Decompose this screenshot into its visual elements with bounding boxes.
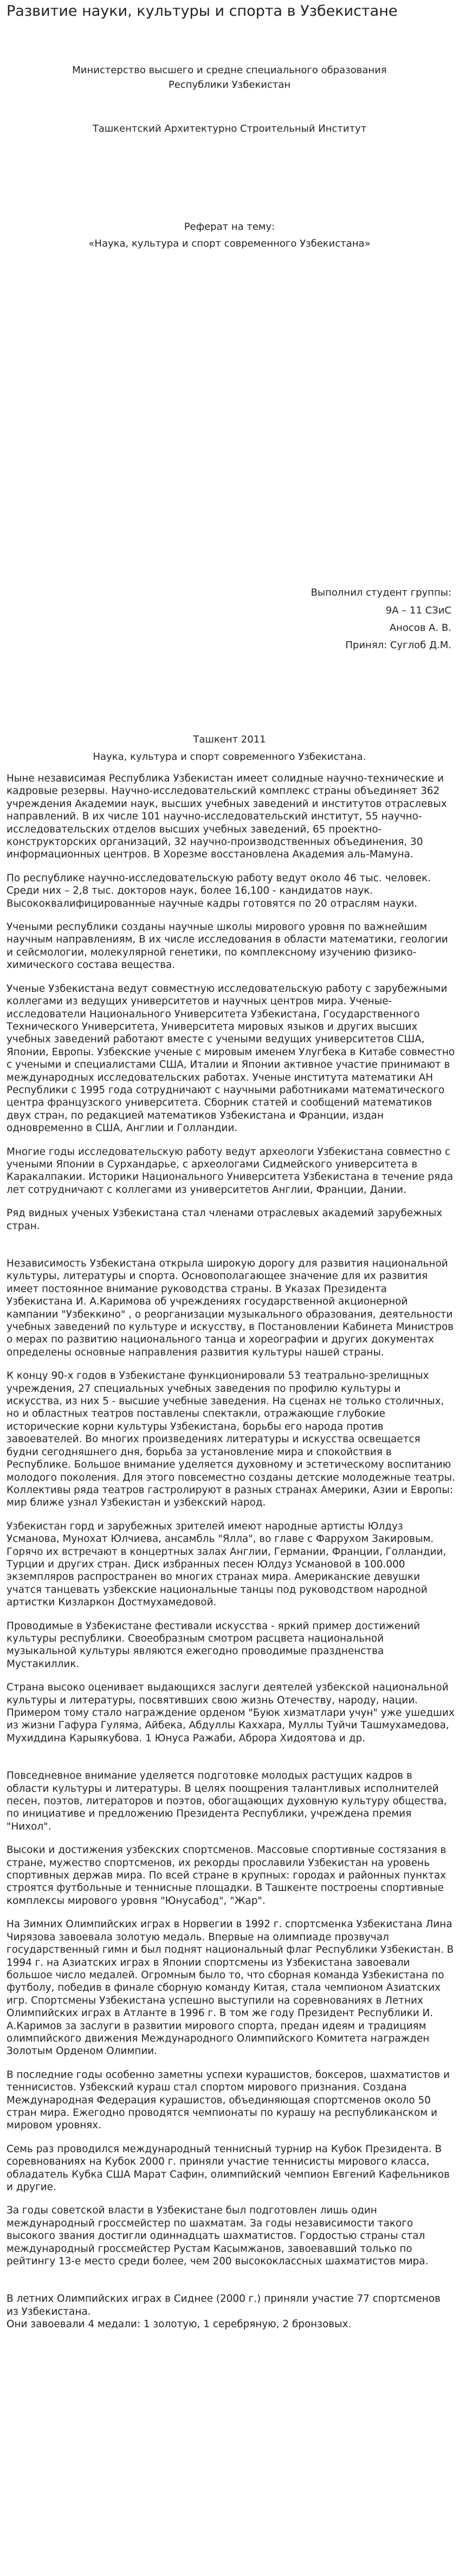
student-name: Аносов А. В. — [389, 622, 451, 634]
body-text — [7, 772, 455, 2342]
paragraph: Высоки и достижения узбекских спортсменов. Массовые спортивные состязания в стране, мужество спортсменов, их рекорды прославили Узбекистан на уровень спортивных держав мира. По всей стране в крупных: городах и районных пунктах строятся футбольные и теннисные площадки. В Ташкенте построены спортивные комплексы мирового уровня "Юнусабод", "Жар". — [7, 1844, 447, 1907]
paragraph: В последние годы особенно заметны успехи курашистов, боксеров, шахматистов и теннисистов. Узбекский кураш стал спортом мирового признания. Создана Международная Федерация курашистов, объединяющая спортсменов около 50 стран мира. Ежегодно проводятся чемпионаты по курашу на республиканском и мировом уровнях. — [7, 2069, 450, 2132]
body-subtitle: Наука, культура и спорт современного Узбекистана. — [93, 751, 366, 763]
page-title: Развитие науки, культуры и спорта в Узбекистане — [7, 3, 398, 20]
paragraph: Ныне независимая Республика Узбекистан имеет солидные научно-технические и кадровые резервы. Научно-исследовательский комплекс страны объединяет 362 учреждения Академии наук, высших учебных заведений и институтов отраслевых направлений. В их числе 101 научно-исследовательский институт, 55 научно-исследовательских отделов высших учебных заведений, 65 проектно-конструкторских организаций, 32 научно-производственных объединения, 30 информационных центров. В Хорезме восстановлена Академия аль-Мамуна. — [7, 773, 447, 861]
report-topic: «Наука, культура и спорт современного Узбекистана» — [88, 238, 371, 249]
paragraph: Страна высоко оценивает выдающихся заслуги деятелей узбекской национальной культуры и литературы, посвятивших свою жизнь Отечеству, народу, нации. Примером тому стало награждение орденом "Буюк хизматлари учун" уже ушедших из жизни Гафура Гуляма, Айбека, Абдуллы Каххара, Муллы Туйчи Ташмухамедова, Мухиддина Карыякубова. 1 Юнуса Ражаби, Аброра Хидоятова и др. — [7, 1682, 455, 1744]
performed-by-label: Выполнил студент группы: — [311, 587, 451, 598]
paragraph: Повседневное внимание уделяется подготовке молодых растущих кадров в области культуры и литературы. В целях поощрения талантливых исполнителей песен, поэтов, литераторов и поэтов, обогащающих духовную культуру общества, по инициативе и предложению Президента Республики, учреждена премия "Нихол". — [7, 1770, 447, 1832]
institute-name: Ташкентский Архитектурно Строительный Институт — [92, 123, 367, 134]
report-label: Реферат на тему: — [184, 221, 275, 233]
paragraph: Независимость Узбекистана открыла широкую дорогу для развития национальной культуры, литературы и спорта. Основополагающее значение для их развития имеет постоянное внимание руководства страны. В Указах Президента Узбекистана И. А.Каримова об учреждениях государственной акционерной кампании "Узбеккино" , о реорганизации музыкального образования, деятельности учебных заведений по культуре и искусству, в Постановлении Кабинета Министров о мерах по развитию национального танца и хореографии и других документах определены основные направления развития культуры нашей страны. — [7, 1258, 454, 1358]
paragraph: Узбекистан горд и зарубежных зрителей имеют народные артисты Юлдуз Усманова, Мунохат Юлчиева, ансамбль "Ялла", во главе с Фаррухом Закировым. Горячо их встречают в концертных залах Англии, Германии, Франции, Голландии, Турции и других стран. Диск избранных песен Юлдуз Усмановой в 100.000 экземпляров распространен во многих странах мира. Американские девушки учатся танцевать узбекские национальные танцы под руководством народной артистки Кизларкон Достмухамедовой. — [7, 1520, 447, 1609]
paragraph: Ряд видных ученых Узбекистана стал членами отраслевых академий зарубежных стран. — [7, 1208, 443, 1232]
city-year: Ташкент 2011 — [193, 734, 266, 745]
paragraph: Многие годы исследовательскую работу ведут археологи Узбекистана совместно с учеными Японии в Сурхандарье, с археологами Сидмейского университета в Каракалпакии. Историки Национального Университета Узбекистана в течение ряда лет сотрудничают с коллегами из университетов Англии, Франции, Дании. — [7, 1146, 454, 1196]
paragraph: Учеными республики созданы научные школы мирового уровня по важнейшим научным направлениям, В их числе исследования в области математики, геологии и сейсмологии, молекулярной генетики, по комплексному изучению физико-химического состава вещества. — [7, 921, 448, 971]
paragraph: По республике научно-исследовательскую работу ведут около 46 тыс. человек. Среди них – 2,8 тыс. докторов наук, более 16,100 - кандидатов наук. Высококвалифицированные научные кадры готовятся по 20 отраслям науки. — [7, 872, 431, 909]
paragraph: В летних Олимпийских играх в Сиднее (2000 г.) приняли участие 77 спортсменов из Узбекистана. — [7, 2293, 441, 2317]
paragraph: Ученые Узбекистана ведут совместную исследовательскую работу с зарубежными коллегами из ведущих университетов и научных центров мира. Ученые-исследователи Национального Университета Узбекистана, Государственного Технического Университета, Университета мировых языков и других высших учебных заведений работают вместе с учеными ведущих университетов США, Японии, Европы. Узбекские ученые с мировым именем Улугбека в Китабе совместно с учеными и специалистами США, Италии и Японии активное участие принимают в международных исследовательских работах. Ученые института математики АН Республики с 1995 года сотрудничают с научными работниками математического центра французского университета. Сборник статей и сообщений математиков двух стран, по редакцией математиков Узбекистана и Франции, издан одновременно в США, Англии и Голландии. — [7, 983, 455, 1134]
ministry-line-2: Республики Узбекистан — [168, 79, 291, 91]
paragraph: Проводимые в Узбекистане фестивали искусства - яркий пример достижений культуры республики. Своеобразным смотром расцвета национальной музыкальной культуры являются ежегодно проводимые праздненства Мустакиллик. — [7, 1620, 421, 1670]
paragraph: За годы советской власти в Узбекистане был подготовлен лишь один международный гроссмейстер по шахматам. За годы независимости такого высокого звания достигли одиннадцать шахматистов. Гордостью страны стал международный гроссмейстер Рустам Касымжанов, завоевавший только по рейтингу 13-е место среди более, чем 200 высококлассных шахматистов мира. — [7, 2205, 429, 2268]
paragraph: На Зимних Олимпийских играх в Норвегии в 1992 г. спортсменка Узбекистана Лина Чирязова завоевала золотую медаль. Впервые на олимпиаде прозвучал государственный гимн и был поднят национальный флаг Республики Узбекистан. В 1994 г. на Азиатских играх в Японии спортсмены из Узбекистана завоевали большое число медалей. Огромным было то, что сборная команда Узбекистана по футболу, победив в финале сборную команду Китая, стала чемпионом Азиатских игр. Спортсмены Узбекистана успешно выступили на соревнованиях в Летних Олимпийских играх в Атланте в 1996 г. В том же году Президент Республики И. А.Каримов за заслуги в развитии мирового спорта, предан идеям и традициям олимпийского движения Международного Олимпийского Комитета награжден Золотым Орденом Олимпии. — [7, 1919, 454, 2057]
paragraph: Они завоевали 4 медали: 1 золотую, 1 серебряную, 2 бронзовых. — [7, 2319, 352, 2330]
accepted-by: Принял: Суглоб Д.М. — [345, 640, 451, 651]
student-group: 9А – 11 СЗиС — [385, 605, 451, 616]
ministry-line-1: Министерство высшего и средне специального образования — [72, 64, 387, 76]
paragraph: Семь раз проводился международный теннисный турнир на Кубок Президента. В соревнованиях на Кубок 2000 г. приняли участие теннисисты мирового класса, обладатель Кубка США Марат Сафин, олимпийский чемпион Евгений Кафельников и другие. — [7, 2143, 450, 2193]
paragraph: К концу 90-х годов в Узбекистане функционировали 53 театрально-зрелищных учреждения, 27 специальных учебных заведения по профилю культуры и искусства, из них 5 - высшие учебные заведения. На сценах не только столичных, но и областных театров поставлены спектакли, отражающие глубокие исторические корни культуры Узбекистана, борьбы его народа против завоевателей. Во многих произведениях литературы и искусства освещается будни сегодняшнего дня, борьба за установление мира и спокойствия в Республике. Большое внимание уделяется духовному и эстетическому воспитанию молодого поколения. Для этого повсеместно созданы детские молодежные театры. Коллективы ряда театров гастролируют в разных странах Америки, Азии и Европы: мир ближе узнал Узбекистан и узбекский народ. — [7, 1370, 455, 1509]
